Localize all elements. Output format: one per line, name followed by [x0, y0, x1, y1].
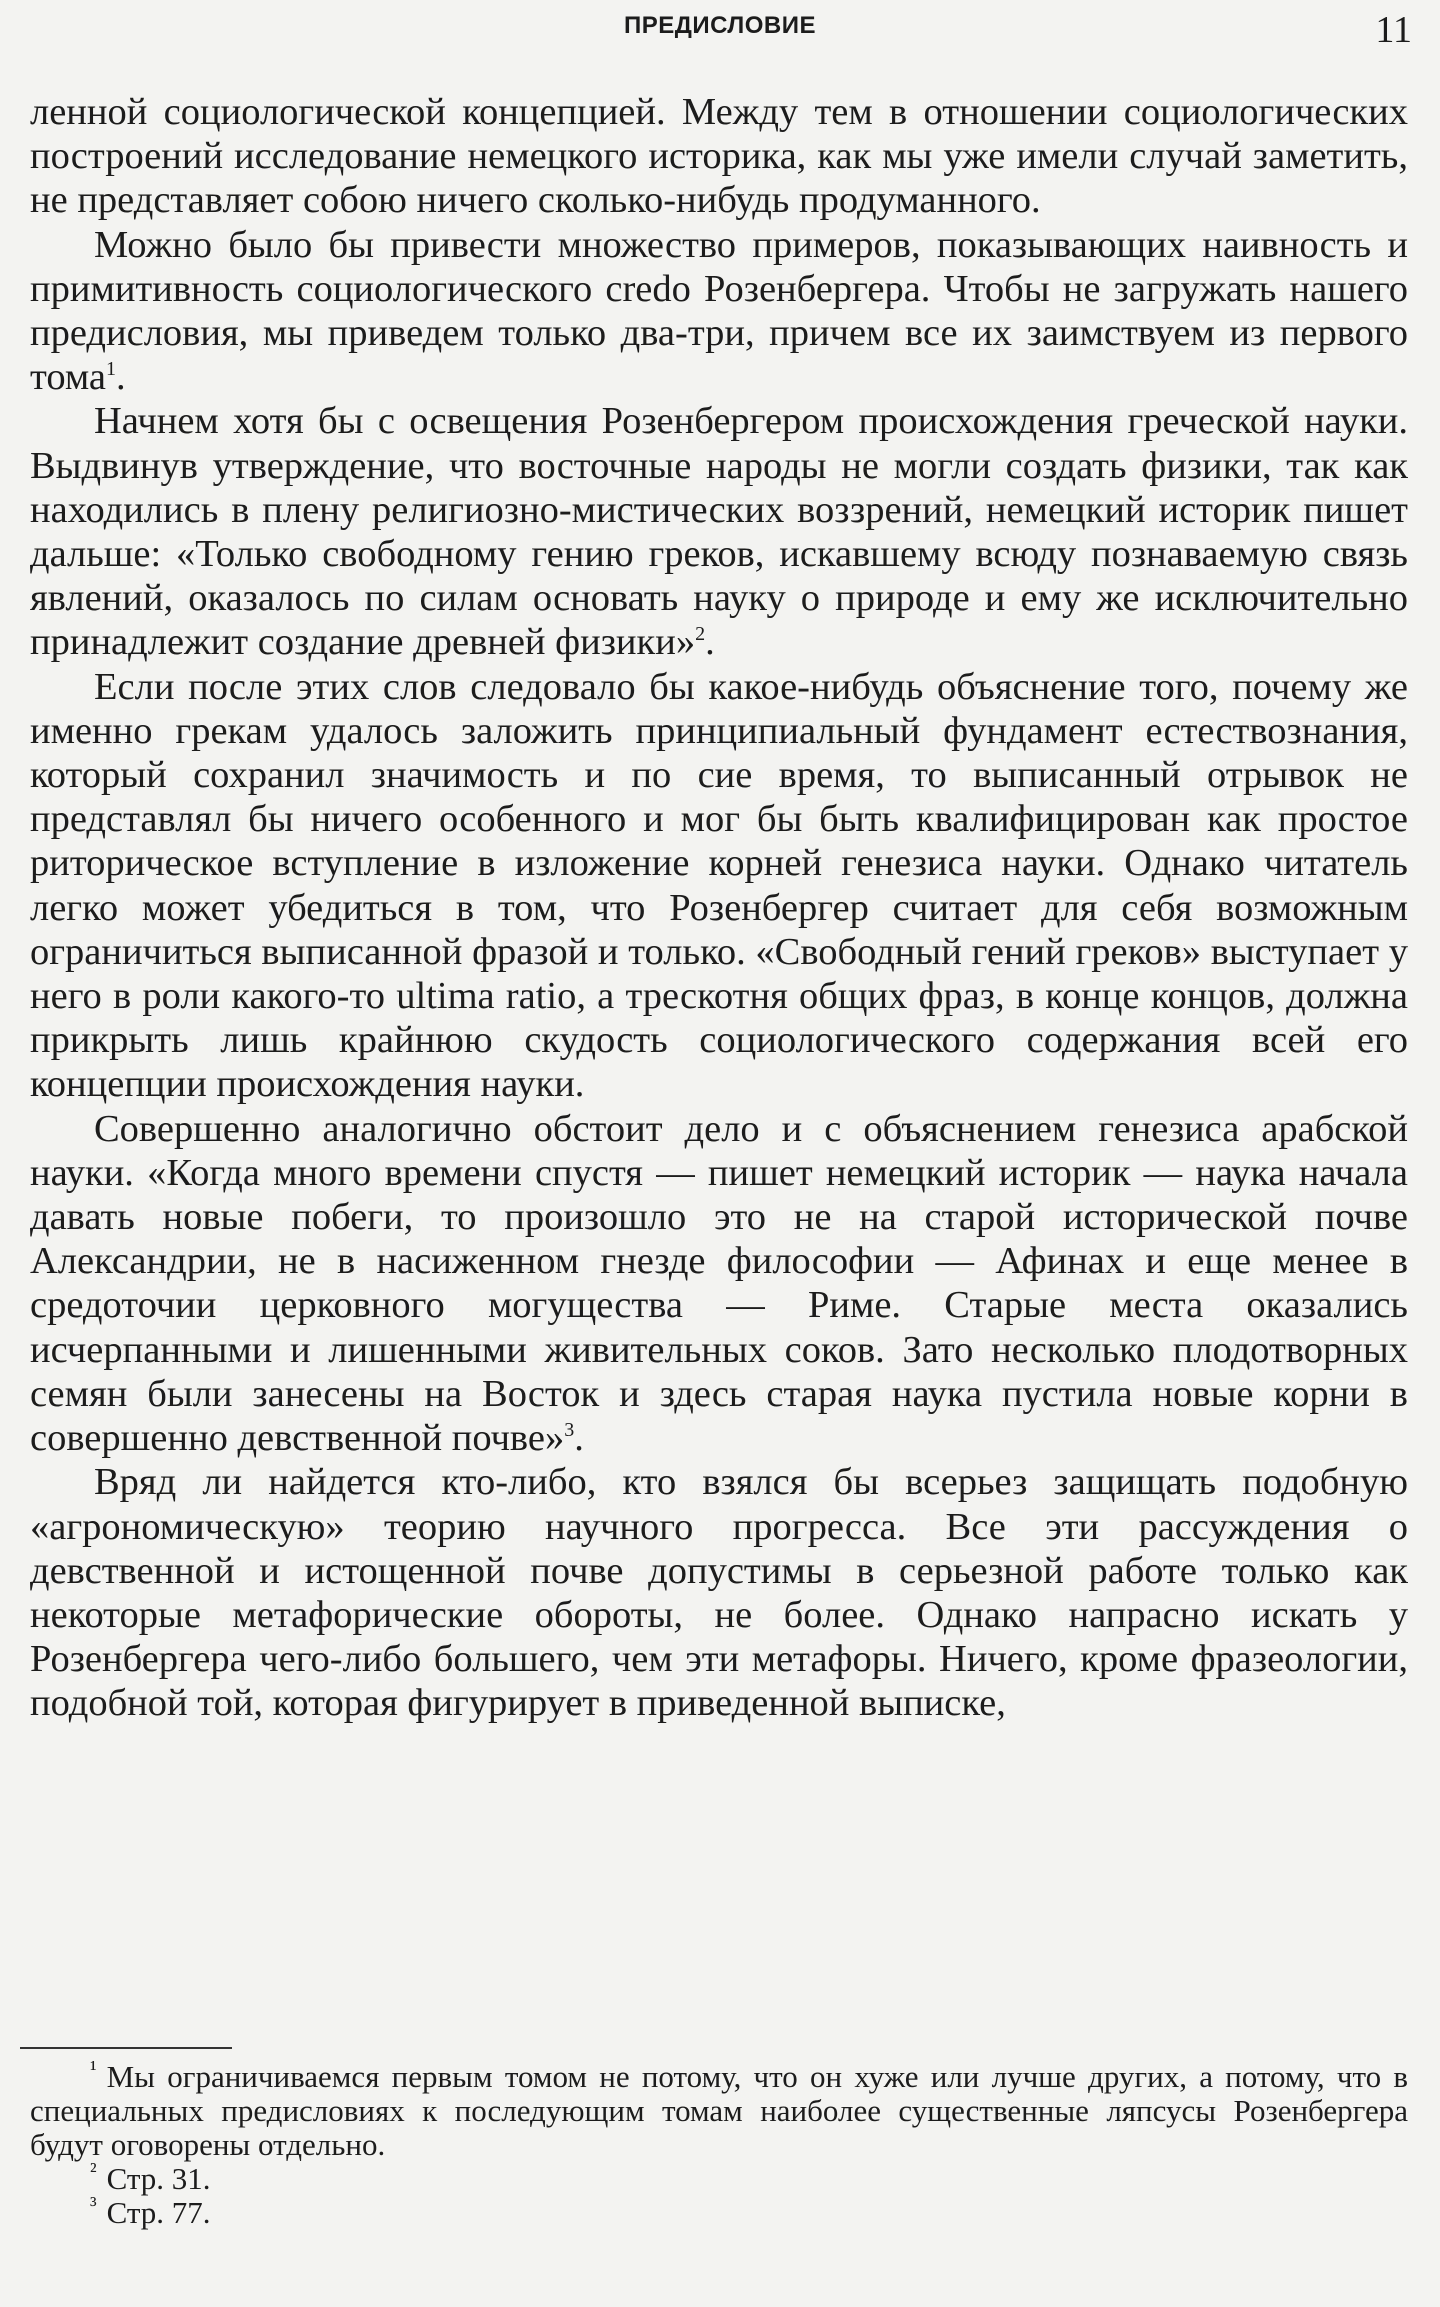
paragraph-text: Можно было бы привести множество примеров, показывающих наивность и примитивность социологического credo Розенбергера. Чтобы не загружать нашего предисловия, мы приведем только два-три, причем все их заимствуем из первого тома: [30, 223, 1408, 399]
footnote-ref: 3: [564, 1419, 575, 1442]
paragraph-text: Вряд ли найдется кто-либо, кто взялся бы всерьез защищать подобную «агрономическую» теорию научного прогресса. Все эти рассуждения о девственной и истощенной почве допустимы в серьезной работе только как некоторые метафорические обороты, не более. Однако напрасно искать у Розенбергера чего-либо большего, чем эти метафоры. Ничего, кроме фразеологии, подобной той, которая фигурирует в приведенной выписке,: [30, 1461, 1408, 1725]
paragraph: [30, 90, 1408, 223]
footnote-ref: 1: [106, 358, 117, 381]
footnote: [30, 2157, 1408, 2196]
paragraph-text: ленной социологической концепцией. Между тем в отношении социологических построений исследование немецкого историка, как мы уже имели случай заметить, не представляет собою ничего сколько-нибудь продуманного.: [30, 91, 1408, 222]
running-title: ПРЕДИСЛОВИЕ: [624, 12, 816, 39]
paragraph: [30, 665, 1408, 1107]
footnotes: [30, 2055, 1408, 2230]
footnote: [30, 2055, 1408, 2162]
page-header: [0, 8, 1440, 51]
paragraph: [30, 399, 1408, 664]
page-number: 11: [1375, 9, 1412, 51]
paragraph: [30, 1460, 1408, 1725]
paragraph-text: Начнем хотя бы с освещения Розенбергером происхождения греческой науки. Выдвинув утверждение, что восточные народы не могли создать физики, так как находились в плену религиозно-мистических воззрений, немецкий историк пишет дальше: «Только свободному гению греков, искавшему всюду познаваемую связь явлений, оказалось по силам основать науку о природе и ему же исключительно принадлежит создание древней физики»: [30, 400, 1408, 664]
paragraph-tail: .: [574, 1417, 584, 1460]
paragraph-text: Если после этих слов следовало бы какое-нибудь объяснение того, почему же именно грекам удалось заложить принципиальный фундамент естествознания, который сохранил значимость и по сие время, то выписанный отрывок не представлял бы ничего особенного и мог бы быть квалифицирован как простое риторическое вступление в изложение корней генезиса науки. Однако читатель легко может убедиться в том, что Розенбергер считает для себя возможным ограничиться выписанной фразой и только. «Свободный гений греков» выступает у него в роли какого-то ultima ratio, а трескотня общих фраз, в конце концов, должна прикрыть лишь крайнюю скудость социологического содержания всей его концепции происхождения науки.: [30, 665, 1408, 1106]
footnote-ref: 2: [695, 623, 706, 646]
footnote-divider: [20, 2047, 232, 2049]
footnote-mark: ³: [90, 2191, 97, 2217]
paragraph-tail: .: [116, 356, 126, 399]
paragraph: [30, 1107, 1408, 1461]
footnote: [30, 2191, 1408, 2230]
paragraph-tail: .: [705, 621, 715, 664]
footnote-text: Стр. 31.: [106, 2161, 211, 2196]
footnote-text: Мы ограничиваемся первым томом не потому, что он хуже или лучше других, а потому, что в специальных предисловиях к последующим томам наиболее существенные ляпсусы Розенбергера будут оговорены отдельно.: [30, 2059, 1408, 2162]
footnote-mark: ¹: [90, 2055, 97, 2081]
footnote-mark: ²: [90, 2157, 97, 2183]
paragraph: [30, 223, 1408, 400]
footnote-text: Стр. 77.: [106, 2195, 211, 2230]
paragraph-text: Совершенно аналогично обстоит дело и с объяснением генезиса арабской науки. «Когда много времени спустя — пишет немецкий историк — наука начала давать новые побеги, то произошло это не на старой исторической почве Александрии, не в насиженном гнезде философии — Афинах и еще менее в средоточии церковного могущества — Риме. Старые места оказались исчерпанными и лишенными живительных соков. Зато несколько плодотворных семян были занесены на Восток и здесь старая наука пустила новые корни в совершенно девственной почве»: [30, 1107, 1408, 1460]
main-text: [30, 90, 1408, 1726]
